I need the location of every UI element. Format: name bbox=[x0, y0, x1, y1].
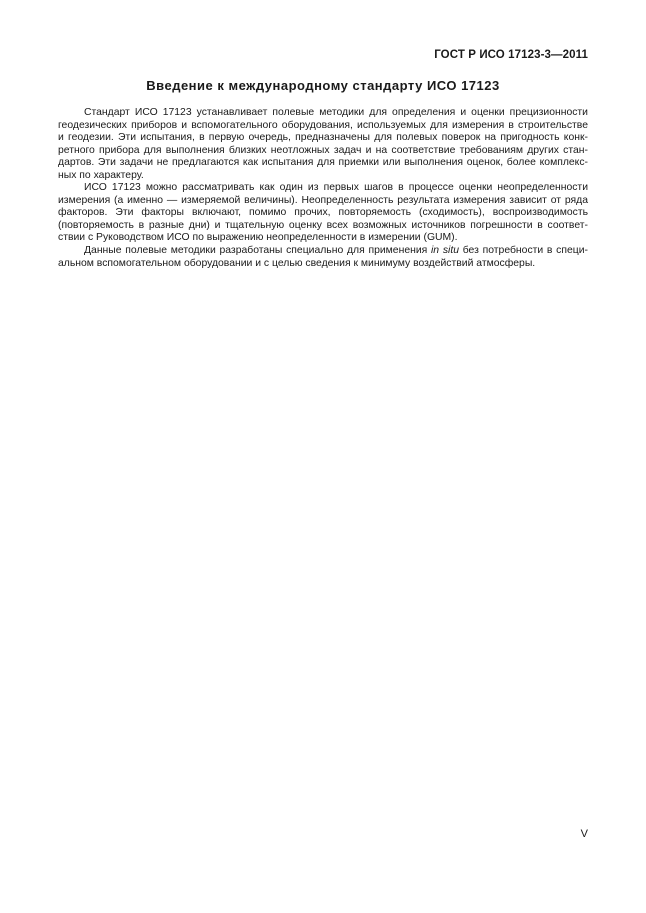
paragraph-2 bbox=[58, 182, 588, 245]
page-number: V bbox=[580, 828, 588, 840]
text-segment: Данные полевые методики разработаны специально для применения bbox=[84, 245, 431, 257]
text-line: факторов. Эти факторы включают, помимо прочих, повторяемость (сходимость), воспроизводимость bbox=[58, 207, 588, 219]
text-line: альном вспомогательном оборудовании и с целью сведения к минимуму воздействий атмосферы. bbox=[58, 257, 536, 269]
text-line: (повторяемость в разные дни) и тщательную оценку всех возможных источников погрешности в соответ- bbox=[58, 219, 588, 231]
text-line: Стандарт ИСО 17123 устанавливает полевые методики для определения и оценки прецизионности bbox=[84, 107, 588, 118]
paragraph-3 bbox=[58, 245, 588, 270]
text-line: ствии с Руководством ИСО по выражению неопределенности в измерении (GUM). bbox=[58, 232, 458, 244]
text-segment: без потребности в специ- bbox=[459, 245, 589, 257]
text-line: измерения (а именно — измеряемой величины). Неопределенность результата измерения зависит от ряда bbox=[58, 194, 588, 206]
text-line bbox=[58, 245, 588, 258]
document-code: ГОСТ Р ИСО 17123-3—2011 bbox=[434, 49, 588, 61]
text-line: ИСО 17123 можно рассматривать как один из первых шагов в процессе оценки неопределенности bbox=[84, 182, 588, 194]
text-line: и геодезии. Эти испытания, в первую очередь, предназначены для полевых поверок на пригодность конк- bbox=[58, 132, 588, 144]
text-line: геодезических приборов и вспомогательного оборудования, используемых для измерения в строительстве bbox=[58, 119, 588, 131]
text-line: ретного прибора для выполнения близких неотложных задач и на соответствие требованиям других стан- bbox=[58, 144, 588, 156]
section-title: Введение к международному стандарту ИСО 17123 bbox=[146, 78, 500, 93]
italic-term: in situ bbox=[431, 245, 459, 257]
introduction-body bbox=[58, 107, 588, 270]
text-line: дартов. Эти задачи не предлагаются как испытания для приемки или выполнения оценок, более комплекс- bbox=[58, 157, 588, 169]
text-line: ных по характеру. bbox=[58, 169, 144, 181]
paragraph-1 bbox=[58, 107, 588, 182]
